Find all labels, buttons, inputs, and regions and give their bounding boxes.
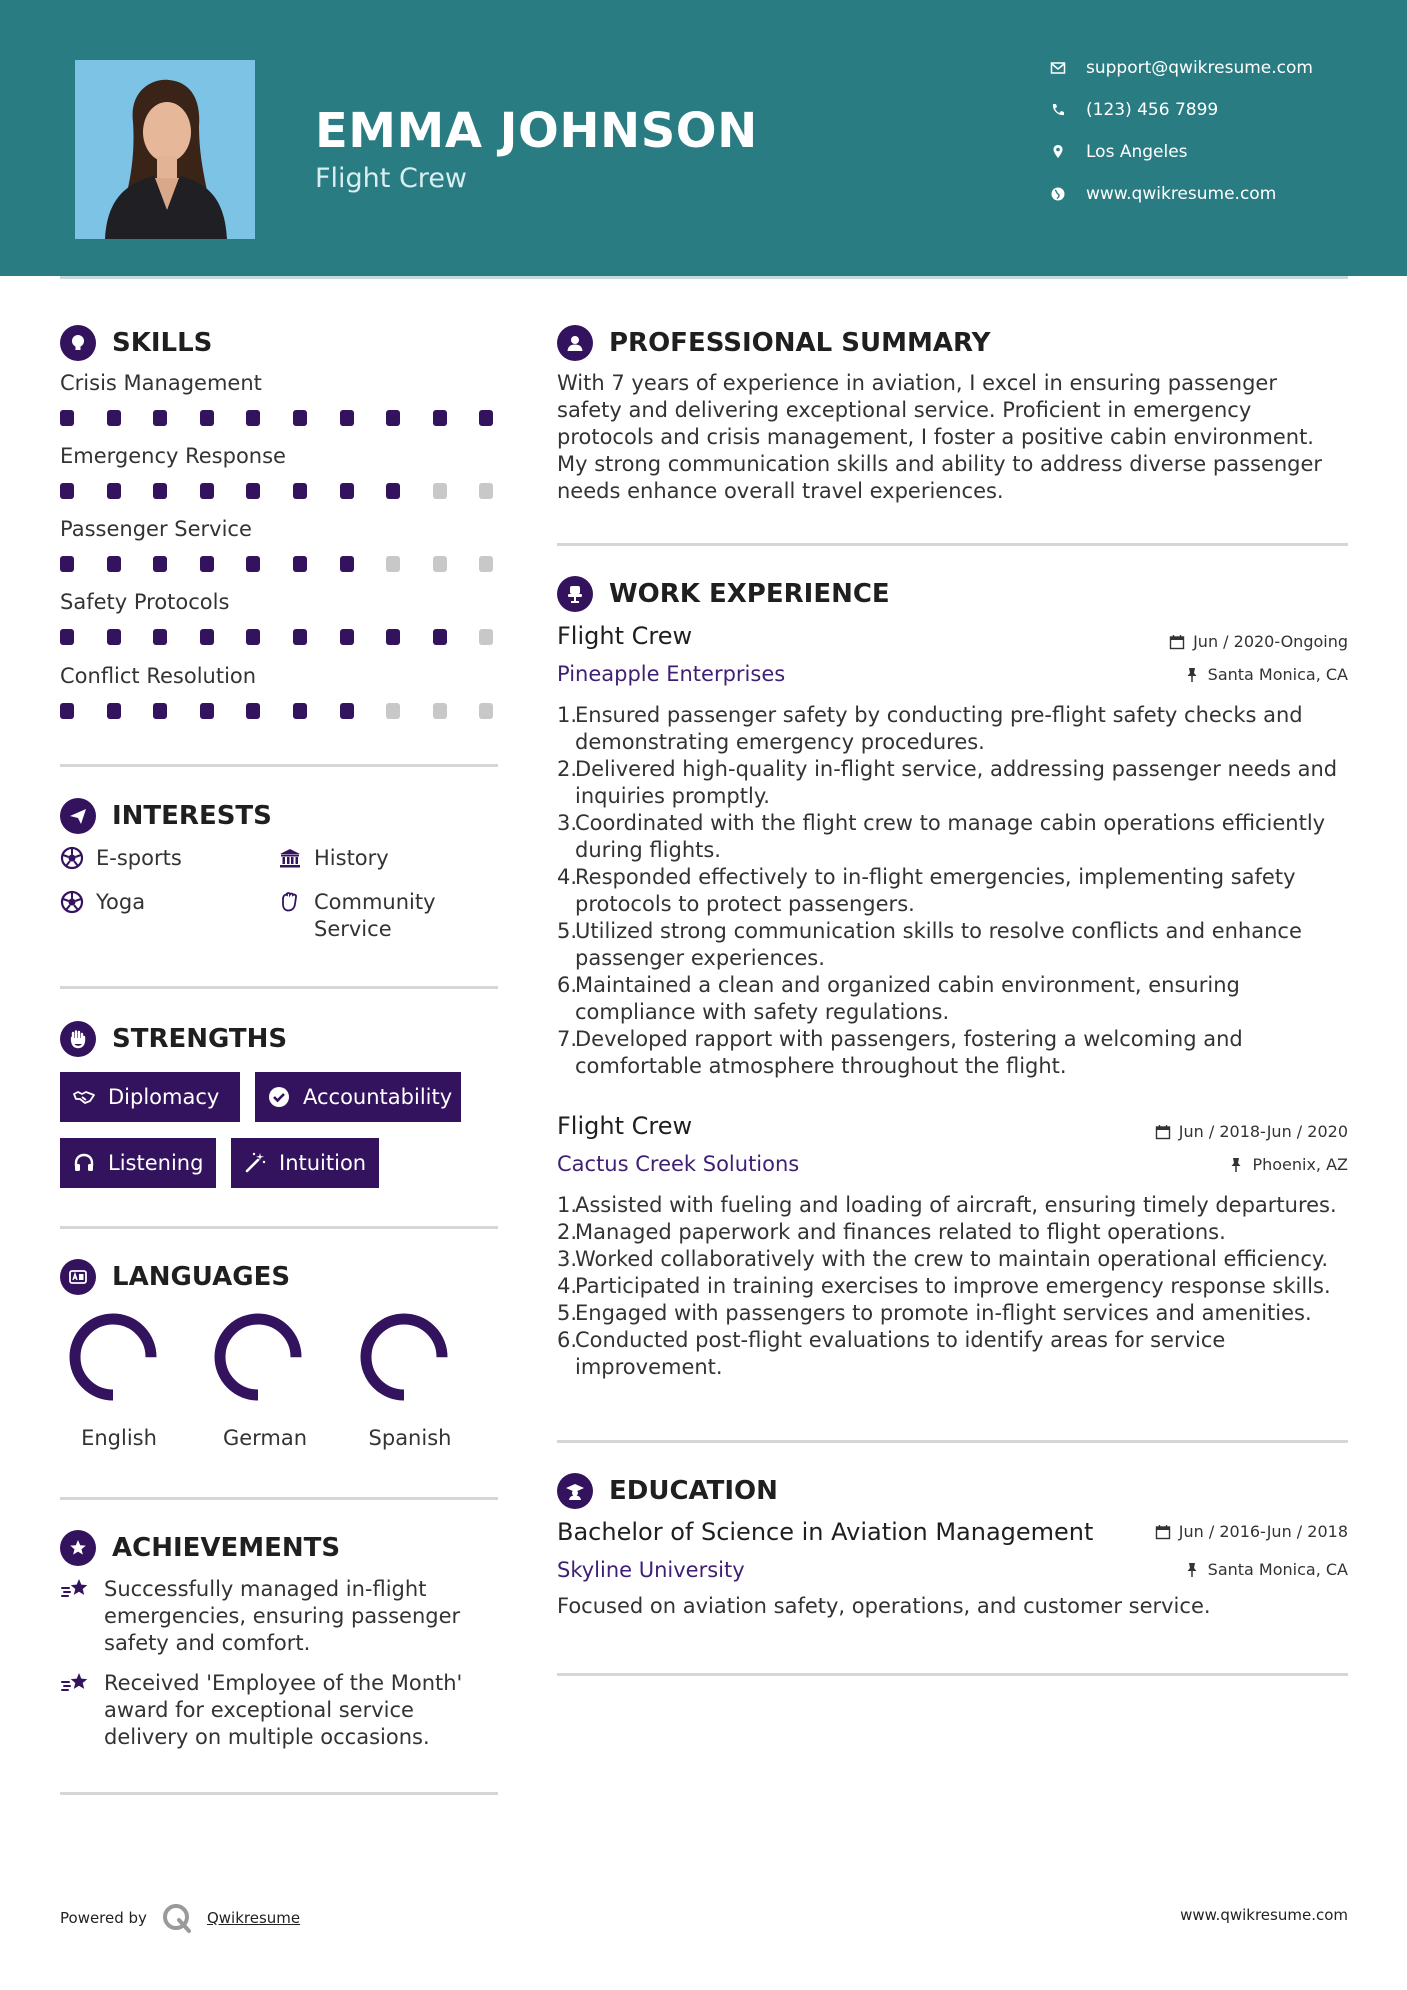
job-bullet: 5. Utilized strong communication skills to resolve conflicts and enhance passenger experiences.: [557, 919, 1302, 970]
skill-dot-filled: [293, 629, 307, 645]
skill-rating: [60, 483, 498, 499]
skill-dot-filled: [200, 483, 214, 499]
skill-dot-filled: [60, 483, 74, 499]
achievement-item: Successfully managed in-flight emergencies, ensuring passenger safety and comfort.: [60, 1576, 500, 1657]
skill-dot-filled: [433, 629, 447, 645]
language-icon: [60, 1259, 96, 1295]
job-bullet: 5. Engaged with passengers to promote in-flight services and amenities.: [557, 1301, 1312, 1325]
skill-dot-filled: [246, 410, 260, 426]
soccer-ball-icon: [60, 890, 84, 914]
skill-dot-filled: [153, 483, 167, 499]
section-divider: [60, 764, 498, 767]
skill-dot-empty: [433, 703, 447, 719]
job-bullet: 1. Assisted with fueling and loading of aircraft, ensuring timely departures.: [557, 1193, 1337, 1217]
language-label: English: [81, 1426, 157, 1450]
skill-dot-filled: [340, 483, 354, 499]
job-bullet: 4. Participated in training exercises to improve emergency response skills.: [557, 1274, 1331, 1298]
skill-dot-filled: [107, 703, 121, 719]
job-company: Pineapple Enterprises: [557, 662, 786, 686]
user-icon: [557, 325, 593, 361]
language-level-arc: [75, 1319, 151, 1395]
graduate-icon: [557, 1473, 593, 1509]
skill-dot-filled: [200, 556, 214, 572]
skill-dot-filled: [340, 629, 354, 645]
job-title: Flight Crew: [557, 622, 693, 650]
experience-heading: WORK EXPERIENCE: [557, 576, 890, 612]
interest-item: Yoga: [60, 889, 236, 916]
section-divider: [60, 1497, 498, 1500]
skill-dot-filled: [386, 483, 400, 499]
skill-dot-filled: [153, 703, 167, 719]
skill-dot-filled: [293, 483, 307, 499]
job-bullets: [557, 1192, 1347, 1381]
skill-rating: [60, 629, 498, 645]
pushpin-icon: [1184, 1562, 1200, 1578]
contact-website[interactable]: www.qwikresume.com: [1050, 184, 1276, 204]
interest-item: E-sports: [60, 845, 236, 872]
school-name: Skyline University: [557, 1558, 745, 1582]
skill-dot-filled: [293, 703, 307, 719]
interest-item: History: [278, 845, 454, 872]
job-dates: Jun / 2018-Jun / 2020: [1155, 1122, 1348, 1141]
hand-paper-icon: [60, 1021, 96, 1057]
envelope-icon: [1050, 60, 1066, 76]
skill-label: Crisis Management: [60, 371, 262, 395]
handshake-icon: [72, 1085, 96, 1109]
candidate-title: Flight Crew: [315, 163, 468, 194]
paper-plane-icon: [60, 798, 96, 834]
skill-dot-empty: [479, 703, 493, 719]
footer-powered-by: Powered by Qwikresume: [60, 1902, 300, 1934]
section-divider: [60, 1226, 498, 1229]
interest-item: Community Service: [278, 889, 454, 943]
strength-badge: Accountability: [255, 1072, 461, 1122]
skill-dot-filled: [60, 629, 74, 645]
skill-dot-filled: [107, 556, 121, 572]
job-location: Santa Monica, CA: [1184, 665, 1348, 684]
skill-dot-filled: [200, 410, 214, 426]
job-bullet: 3. Coordinated with the flight crew to manage cabin operations efficiently during flights.: [557, 811, 1326, 862]
shooting-star-icon: [60, 1576, 92, 1604]
headphones-icon: [72, 1151, 96, 1175]
pushpin-icon: [1184, 667, 1200, 683]
skill-rating: [60, 410, 498, 426]
skill-dot-filled: [200, 703, 214, 719]
skill-dot-filled: [107, 483, 121, 499]
strength-badge: Diplomacy: [60, 1072, 240, 1122]
skill-dot-filled: [60, 410, 74, 426]
skill-dot-filled: [340, 703, 354, 719]
job-bullet: 6. Conducted post-flight evaluations to identify areas for service improvement.: [557, 1328, 1226, 1379]
profile-photo: [75, 60, 255, 239]
skill-dot-filled: [153, 410, 167, 426]
skill-dot-filled: [60, 556, 74, 572]
skill-dot-filled: [340, 556, 354, 572]
office-chair-icon: [557, 576, 593, 612]
skill-dot-empty: [433, 483, 447, 499]
contact-location: Los Angeles: [1050, 142, 1188, 162]
calendar-icon: [1169, 634, 1185, 650]
skill-dot-filled: [153, 629, 167, 645]
skill-dot-filled: [107, 410, 121, 426]
check-circle-icon: [267, 1085, 291, 1109]
skill-dot-empty: [479, 483, 493, 499]
section-divider: [60, 1792, 498, 1795]
education-description: Focused on aviation safety, operations, and customer service.: [557, 1594, 1211, 1618]
job-bullet: 7. Developed rapport with passengers, fostering a welcoming and comfortable atmosphere throughout the flight.: [557, 1027, 1243, 1078]
skill-dot-filled: [386, 629, 400, 645]
resume-header: [0, 0, 1407, 276]
skill-dot-filled: [246, 483, 260, 499]
skill-dot-empty: [433, 556, 447, 572]
soccer-ball-icon: [60, 846, 84, 870]
summary-heading: PROFESSIONAL SUMMARY: [557, 325, 990, 361]
contact-email[interactable]: support@qwikresume.com: [1050, 58, 1313, 78]
job-bullet: 3. Worked collaboratively with the crew to maintain operational efficiency.: [557, 1247, 1329, 1271]
degree-title: Bachelor of Science in Aviation Management: [557, 1518, 1094, 1546]
helping-hand-icon: [278, 890, 302, 914]
magic-wand-icon: [243, 1151, 267, 1175]
language-ring: [212, 1311, 304, 1403]
calendar-icon: [1155, 1124, 1171, 1140]
skill-dot-filled: [433, 410, 447, 426]
achievements-heading: ACHIEVEMENTS: [60, 1530, 340, 1566]
calendar-icon: [1155, 1524, 1171, 1540]
skill-dot-filled: [386, 410, 400, 426]
job-bullet: 4. Responded effectively to in-flight emergencies, implementing safety protocols to protect passengers.: [557, 865, 1296, 916]
section-divider: [557, 1673, 1348, 1676]
job-bullet: 2. Managed paperwork and finances related to flight operations.: [557, 1220, 1226, 1244]
language-ring: [358, 1311, 450, 1403]
job-bullets: [557, 702, 1347, 1080]
interests-heading: INTERESTS: [60, 798, 272, 834]
job-title: Flight Crew: [557, 1112, 693, 1140]
shooting-star-icon: [60, 1670, 92, 1698]
qwikresume-logo-icon: [161, 1902, 193, 1934]
skill-dot-filled: [479, 410, 493, 426]
star-badge-icon: [60, 1530, 96, 1566]
language-label: Spanish: [368, 1426, 452, 1450]
job-bullet: 1. Ensured passenger safety by conducting pre-flight safety checks and demonstrating emergency procedures.: [557, 703, 1303, 754]
language-label: German: [222, 1426, 308, 1450]
skill-label: Emergency Response: [60, 444, 286, 468]
skill-label: Passenger Service: [60, 517, 252, 541]
candidate-name: EMMA JOHNSON: [315, 103, 758, 159]
language-level-arc: [220, 1319, 296, 1395]
job-location: Phoenix, AZ: [1228, 1155, 1348, 1174]
strength-badge: Intuition: [231, 1138, 379, 1188]
skill-dot-filled: [107, 629, 121, 645]
education-dates: Jun / 2016-Jun / 2018: [1155, 1522, 1348, 1541]
education-location: Santa Monica, CA: [1184, 1560, 1348, 1579]
footer-url[interactable]: www.qwikresume.com: [1180, 1906, 1348, 1924]
skill-dot-empty: [479, 556, 493, 572]
languages-heading: LANGUAGES: [60, 1259, 290, 1295]
skill-dot-filled: [340, 410, 354, 426]
achievement-item: Received 'Employee of the Month' award for exceptional service delivery on multiple occasions.: [60, 1670, 500, 1751]
skill-dot-empty: [479, 629, 493, 645]
section-divider: [557, 1440, 1348, 1443]
skill-dot-filled: [246, 703, 260, 719]
contact-phone[interactable]: (123) 456 7899: [1050, 100, 1218, 120]
skill-rating: [60, 703, 498, 719]
job-company: Cactus Creek Solutions: [557, 1152, 800, 1176]
globe-icon: [1050, 186, 1066, 202]
language-level-arc: [366, 1319, 442, 1395]
strength-badge: Listening: [60, 1138, 216, 1188]
pushpin-icon: [1228, 1157, 1244, 1173]
skill-dot-filled: [153, 556, 167, 572]
section-divider: [60, 986, 498, 989]
skill-dot-empty: [386, 556, 400, 572]
skill-dot-filled: [200, 629, 214, 645]
skill-dot-filled: [246, 629, 260, 645]
museum-icon: [278, 846, 302, 870]
skill-dot-filled: [246, 556, 260, 572]
strengths-heading: STRENGTHS: [60, 1021, 287, 1057]
header-divider: [60, 276, 1348, 279]
education-heading: EDUCATION: [557, 1473, 778, 1509]
skill-rating: [60, 556, 498, 572]
map-pin-icon: [1050, 144, 1066, 160]
skill-dot-filled: [293, 410, 307, 426]
skill-label: Safety Protocols: [60, 590, 230, 614]
section-divider: [557, 543, 1348, 546]
summary-text: With 7 years of experience in aviation, I excel in ensuring passenger safety and delivering exceptional service. Proficient in emergency protocols and crisis management, I foster a positive cabin environment. My strong communication skills and ability to address diverse passenger needs enhance overall travel experiences.: [557, 371, 1323, 503]
phone-icon: [1050, 102, 1066, 118]
language-ring: [67, 1311, 159, 1403]
skill-dot-empty: [386, 703, 400, 719]
skill-dot-filled: [60, 703, 74, 719]
lightbulb-icon: [60, 325, 96, 361]
skill-label: Conflict Resolution: [60, 664, 257, 688]
footer-brand-link[interactable]: Qwikresume: [206, 1909, 301, 1927]
skills-heading: SKILLS: [60, 325, 212, 361]
job-bullet: 6. Maintained a clean and organized cabin environment, ensuring compliance with safety regulations.: [557, 973, 1240, 1024]
skill-dot-filled: [293, 556, 307, 572]
job-bullet: 2. Delivered high-quality in-flight service, addressing passenger needs and inquiries promptly.: [557, 757, 1338, 808]
job-dates: Jun / 2020-Ongoing: [1169, 632, 1348, 651]
